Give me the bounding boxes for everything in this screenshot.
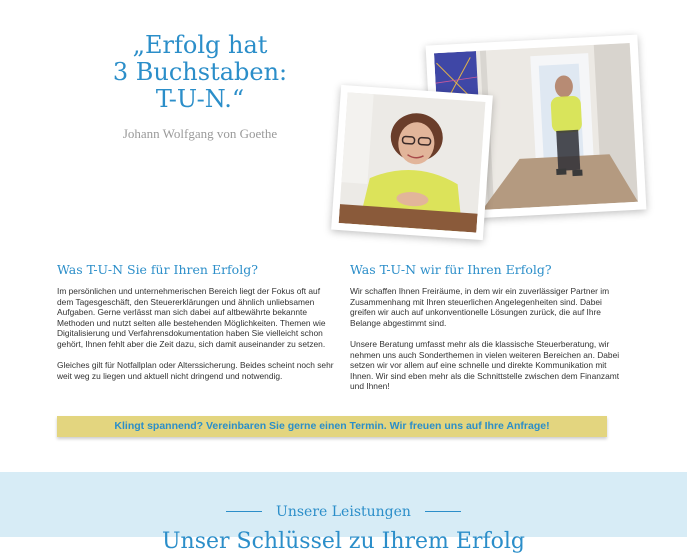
left-column-heading: Was T-U-N Sie für Ihren Erfolg? (57, 262, 258, 277)
services-headline: Unser Schlüssel zu Ihrem Erfolg (161, 529, 525, 554)
right-paragraph-2: Unsere Beratung umfasst mehr als die klassische Steuerberatung, wir nehmen uns auch Sonderthemen in vielen weiteren Bereichen an. Dabei setzen wir vor allem auf eine schnelle und direkte Kommunikation mit Ihnen. Wir sind eben mehr als die Schnittstelle zwischen dem Finanzamt und Ihnen! (350, 338, 620, 392)
right-paragraph-1: Wir schaffen Ihnen Freiräume, in dem wir ein zuverlässiger Partner im Zusammenhang mit Ihren steuerlichen Angelegenheiten sind. Dabei greifen wir auch auf unkonventionelle Lösungen zurück, die auf Ihre Belange abgestimmt sind. (350, 286, 610, 328)
portrait-illustration (339, 92, 486, 232)
services-section (0, 472, 687, 554)
right-column-heading: Was T-U-N wir für Ihren Erfolg? (350, 262, 552, 277)
portrait-photo (331, 85, 493, 240)
quote-line-1: „Erfolg hat (132, 31, 268, 59)
services-label: Unsere Leistungen (276, 503, 411, 520)
left-column-text (57, 286, 337, 392)
quote-line-3: T-U-N.“ (155, 85, 245, 113)
appointment-cta-button[interactable]: Klingt spannend? Vereinbaren Sie gerne einen Termin. Wir freuen uns auf Ihre Anfrage! (57, 416, 607, 437)
left-paragraph-2: Gleiches gilt für Notfallplan oder Alterssicherung. Beides scheint noch sehr weit weg zu liegen und aktuell nicht dringend und notwendig. (57, 360, 334, 381)
right-column-text (350, 286, 626, 403)
services-heading (0, 503, 687, 521)
heading-rule-right (425, 511, 461, 512)
heading-rule-left (226, 511, 262, 512)
quote-author: Johann Wolfgang von Goethe (122, 126, 278, 141)
quote-line-2: 3 Buchstaben: (112, 58, 288, 86)
goethe-quote (60, 32, 340, 113)
portrait-image (339, 92, 486, 232)
left-paragraph-1: Im persönlichen und unternehmerischen Bereich liegt der Fokus oft auf dem Tagesgeschäft, den Steuererklärungen und ähnlich unliebsamen Aufgaben. Gerne verlässt man sich dabei auf altbewährte bekannte Methoden und nutzt selten alle bestehenden Möglichkeiten. Themen wie Digitalisierung und Verfahrensdokumentation haben Sie vielleicht schon gehört, Ihnen fehlt aber die Zeit dazu, sich damit auseinander zu setzen. (57, 286, 326, 349)
